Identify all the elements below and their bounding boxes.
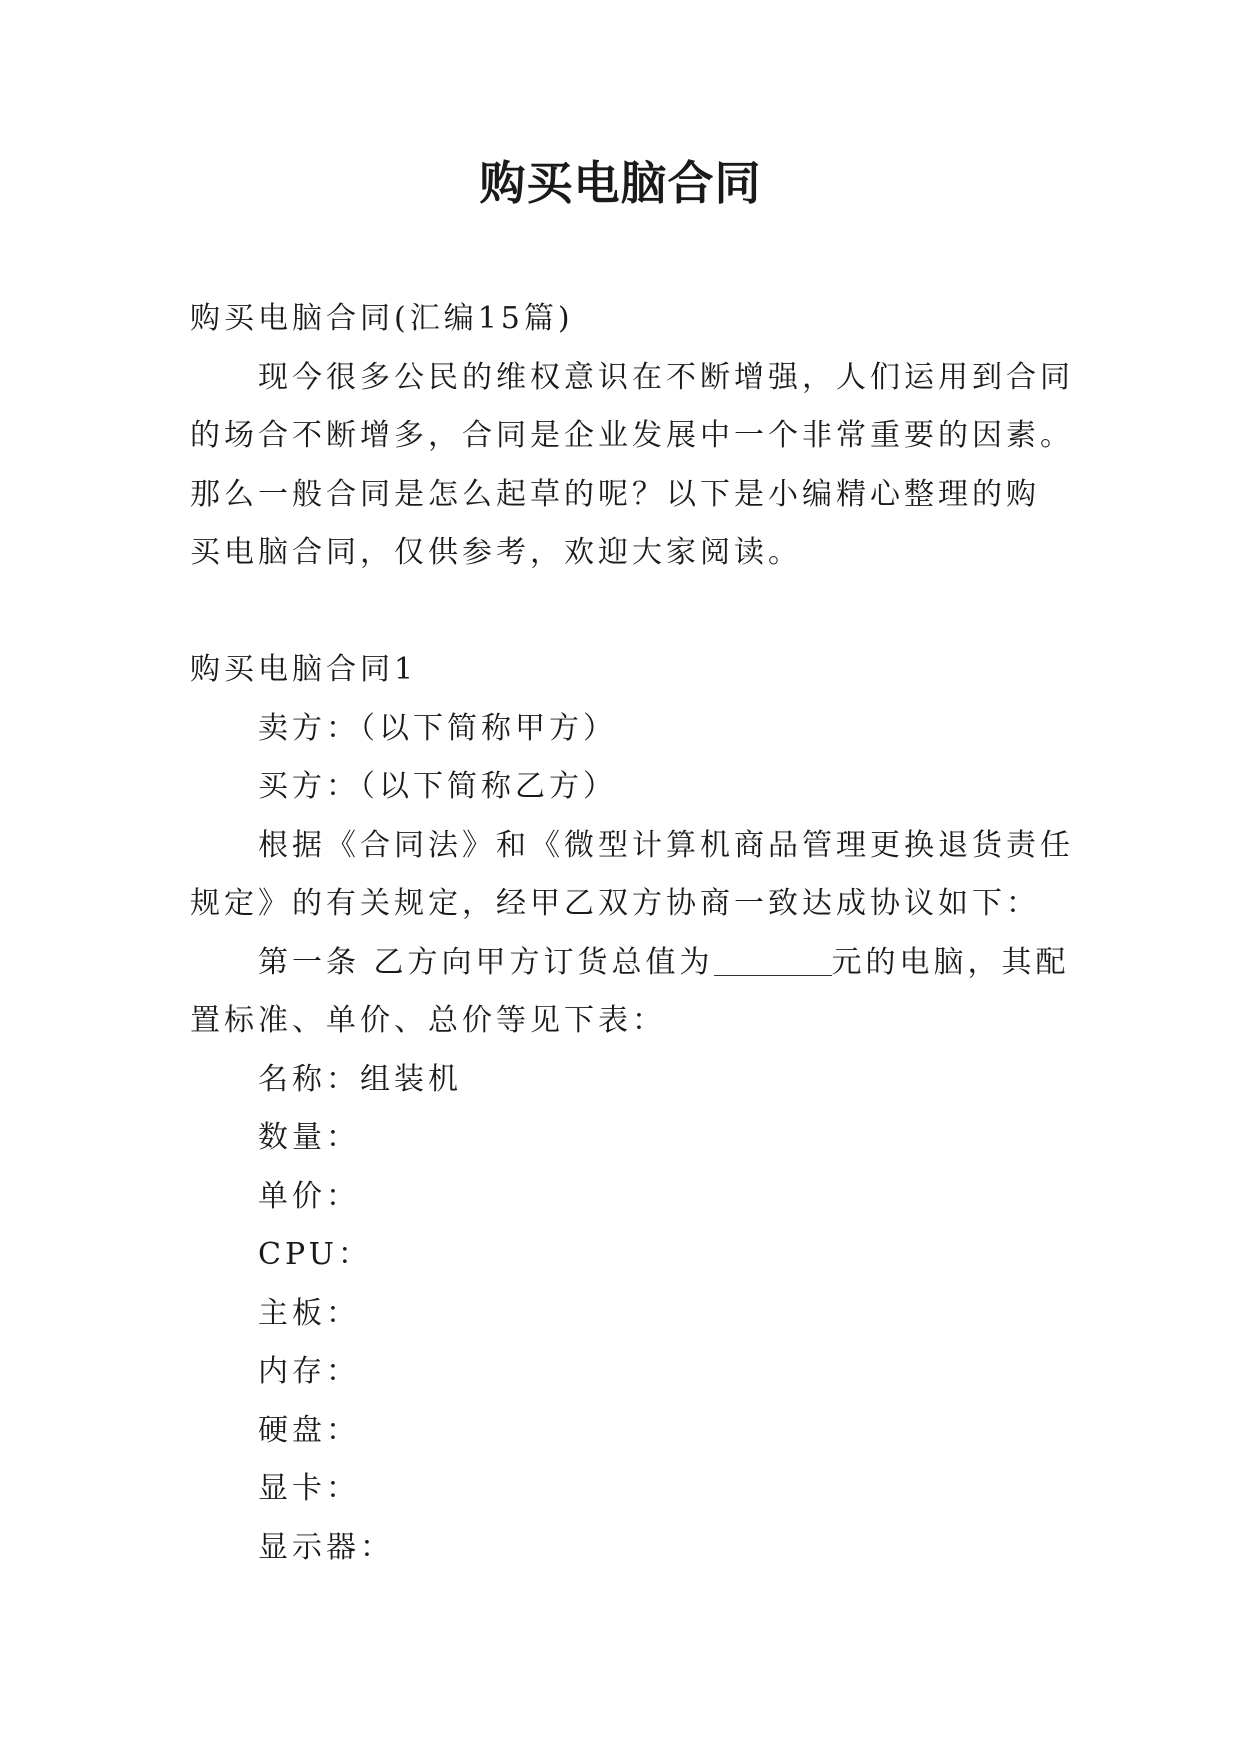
intro-line: 现今很多公民的维权意识在不断增强，人们运用到合同 (258, 359, 1074, 395)
spec-item: 单价： (258, 1178, 360, 1214)
spec-item: 名称：组装机 (258, 1061, 462, 1097)
intro-line: 买电脑合同，仅供参考，欢迎大家阅读。 (190, 535, 802, 570)
document-body (190, 290, 1074, 1577)
buyer-line: 买方：（以下简称乙方） (258, 769, 617, 804)
section-title: 购买电脑合同1 (190, 652, 418, 687)
amount-blank (714, 945, 832, 976)
article-1-line-2: 置标准、单价、总价等见下表： (190, 1003, 666, 1038)
basis-line: 规定》的有关规定，经甲乙双方协商一致达成协议如下： (190, 886, 1040, 921)
spec-item: 内存： (258, 1354, 360, 1389)
article-1-text-end: 元的电脑，其配 (831, 944, 1070, 980)
spec-item: 显示器： (258, 1529, 394, 1565)
spec-item: 显卡： (258, 1471, 360, 1506)
basis-line: 根据《合同法》和《微型计算机商品管理更换退货责任 (258, 827, 1074, 863)
article-1-text: 第一条 乙方向甲方订货总值为 (258, 944, 714, 980)
spec-item: 主板： (258, 1295, 360, 1331)
spec-item: 硬盘： (258, 1412, 360, 1448)
document-title: 购买电脑合同 (479, 156, 762, 210)
spec-item: CPU： (258, 1237, 372, 1272)
article-1-line (190, 934, 1070, 993)
spec-item: 数量： (258, 1120, 360, 1155)
document-subtitle: 购买电脑合同(汇编15篇) (190, 301, 574, 336)
paragraph-gap (190, 583, 1070, 642)
intro-line: 那么一般合同是怎么起草的呢？以下是小编精心整理的购 (190, 476, 1040, 512)
intro-line: 的场合不断增多，合同是企业发展中一个非常重要的因素。 (190, 418, 1074, 453)
seller-line: 卖方：（以下简称甲方） (258, 710, 617, 746)
